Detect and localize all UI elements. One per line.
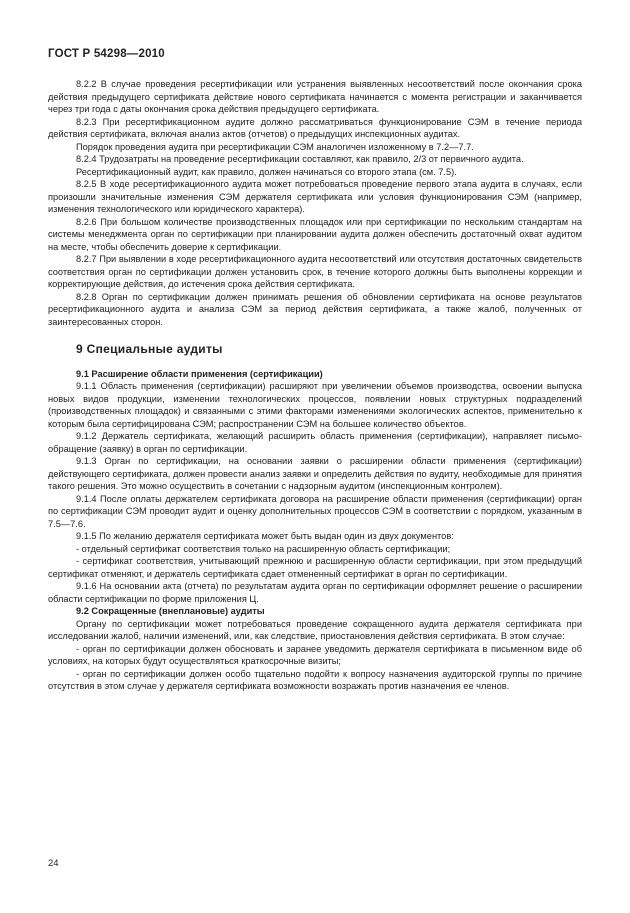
paragraph-8-2-7: 8.2.7 При выявлении в ходе ресертификационного аудита несоответствий или отсутствия достаточных свидетельств соответствия орган по сертификации должен установить срок, в течение которого должны быть выполнены коррекции и корректирующие действия, до истечения срока действия сертификата. — [48, 254, 582, 289]
paragraph-9-1-4: 9.1.4 После оплаты держателем сертификата договора на расширение области применения (сертификации) орган по сертификации СЭМ проводит аудит и оценку дополнительных процессов СЭМ в соответствии с порядком, указанным в 7.5—7.6. — [48, 493, 582, 529]
list-item-notify-holder: - орган по сертификации должен обосновать и заранее уведомить держателя сертификата в письменном виде об условиях, на которых будут осуществляться краткосрочные визиты; — [48, 643, 582, 666]
document-header: ГОСТ Р 54298—2010 — [48, 48, 165, 60]
paragraph-9-1-5: 9.1.5 По желанию держателя сертификата может быть выдан один из двух документов: — [76, 531, 454, 541]
paragraph-recert-start: Ресертификационный аудит, как правило, должен начинаться со второго этапа (см. 7.5). — [76, 166, 457, 177]
paragraph-9-1-2: 9.1.2 Держатель сертификата, желающий расширить область применения (сертификации), направляет письмо-обращение (заявку) в орган по сертификации. — [48, 431, 582, 454]
paragraph-9-1-1: 9.1.1 Область применения (сертификации) расширяют при увеличении объемов производства, освоении выпуска новых видов продукции, изменении технологических процессов, появлении новых структурных подразделений (производственных площадок) и связанными с этими факторами изменениями экологических аспектов, применительно к которым была сертифицирована СЭМ; распространении СЭМ на большее количество объектов. — [48, 381, 582, 429]
paragraph-8-2-5: 8.2.5 В ходе ресертификационного аудита может потребоваться проведение первого этапа аудита в случаях, если произошли значительные изменения СЭМ держателя сертификата или условия функционирования СЭМ (например, изменения технологического или юридического характера). — [48, 179, 582, 214]
paragraph-8-2-8: 8.2.8 Орган по сертификации должен принимать решения об обновлении сертификата на основе результатов ресертификационного аудита и анализа СЭМ за период действия сертификата, а также жалоб, полученных от заинтересованных сторон. — [48, 291, 582, 327]
paragraph-8-2-6: 8.2.6 При большом количестве производственных площадок или при сертификации по нескольким стандартам на системы менеджмента орган по сертификации при планировании аудита должен обеспечить достаточный охват аудитом на месте, чтобы обеспечить доверие к сертификации. — [48, 216, 582, 252]
paragraph-9-1-3: 9.1.3 Орган по сертификации, на основании заявки о расширении области применения (сертификации) действующего сертификата, должен провести анализ заявки и определить действия по аудиту, необходимые для принятия такого решения. Это можно осуществить в сочетании с надзорным аудитом (инспекционным контролем). — [48, 456, 582, 491]
subsection-9-1-title: 9.1 Расширение области применения (сертификации) — [76, 368, 323, 379]
paragraph-8-2-4: 8.2.4 Трудозатраты на проведение ресертификации составляют, как правило, 2/3 от первичного аудита. — [76, 154, 524, 164]
list-item-combined-certificate: - сертификат соответствия, учитывающий прежнюю и расширенную области сертификации, при этом предыдущий сертификат отменяют, и держатель сертификата сдает отмененный сертификат в орган по сертификации. — [48, 556, 582, 579]
document-body — [48, 78, 582, 693]
paragraph-8-2-2: 8.2.2 В случае проведения ресертификации или устранения выявленных несоответствий после окончания срока действия предыдущего сертификата действие нового сертификата начинается с момента регистрации и заканчивается через три года с даты окончания срока действия предыдущего сертификата. — [48, 79, 582, 114]
paragraph-recert-order: Порядок проведения аудита при ресертификации СЭМ аналогичен изложенному в 7.2—7.7. — [76, 141, 474, 152]
paragraph-9-2-intro: Органу по сертификации может потребоваться проведение сокращенного аудита держателя сертификата при исследовании жалоб, наличии изменений, или, как следствие, приостановления действия сертификата. В этом случае: — [48, 618, 582, 641]
list-item-audit-team: - орган по сертификации должен особо тщательно подойти к вопросу назначения аудиторской группы по причине отсутствия в этом случае у держателя сертификата возможности возражать против назначения ее членов. — [48, 668, 582, 691]
page-number: 24 — [48, 858, 59, 869]
paragraph-8-2-3: 8.2.3 При ресертификационном аудите должно рассматриваться функционирование СЭМ в течение периода действия сертификата, включая анализ актов (отчетов) о предыдущих инспекционных аудитах. — [48, 116, 582, 139]
list-item-separate-certificate: - отдельный сертификат соответствия только на расширенную область сертификации; — [76, 543, 451, 554]
paragraph-9-1-6: 9.1.6 На основании акта (отчета) по результатам аудита орган по сертификации оформляет решение о расширении области сертификации по форме приложения Ц. — [48, 581, 582, 604]
section-9-title: 9 Специальные аудиты — [76, 342, 223, 356]
subsection-9-2-title: 9.2 Сокращенные (внеплановые) аудиты — [76, 606, 265, 616]
